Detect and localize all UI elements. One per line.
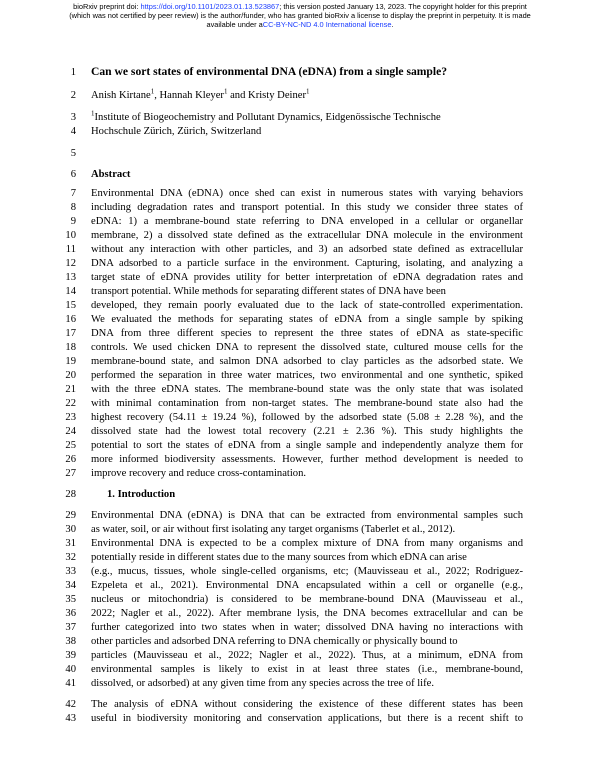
- introduction-heading: 1. Introduction: [107, 489, 176, 500]
- abstract-line: including degradation rates and transport potential. In this study we consider three states of: [91, 202, 523, 213]
- line-number: 27: [65, 468, 76, 479]
- intro-line: potentially reside in different states due to the many sources from which eDNA can arise: [91, 552, 467, 563]
- author-separator: and: [227, 90, 249, 101]
- line-number: 29: [65, 510, 76, 521]
- author-affiliation-mark: 1: [306, 87, 310, 96]
- abstract-line: target state of eDNA provides utility for better interpretation of eDNA degradation rates and: [91, 272, 523, 283]
- header-line-3: [0, 20, 600, 29]
- line-number: 25: [65, 440, 76, 451]
- line-number: 10: [65, 230, 76, 241]
- abstract-line: potential to sort the states of eDNA from a single sample and independently analyze them for: [91, 440, 523, 451]
- intro-line: Environmental DNA is expected to be a complex mixture of DNA from many organisms and: [91, 538, 523, 549]
- line-number: 9: [70, 216, 76, 227]
- line-number: 37: [65, 622, 76, 633]
- abstract-line: membrane, 2) a dissolved state defined as the extracellular DNA molecule in the environment: [91, 230, 523, 241]
- intro-line: 2022; Nagler et al., 2022). After membrane lysis, the DNA becomes extracellular and can be: [91, 608, 523, 619]
- line-number: 14: [65, 286, 76, 297]
- intro-line: dissolved, or adsorbed) at any given time from any species across the tree of life.: [91, 678, 435, 689]
- line-number: 30: [65, 524, 76, 535]
- paragraph-line: The analysis of eDNA without considering the existence of these different states has been: [91, 699, 523, 710]
- biorxiv-header: [0, 2, 600, 30]
- header-line-1: [0, 2, 600, 11]
- line-number: 21: [65, 384, 76, 395]
- line-number: 2: [70, 90, 76, 101]
- affiliation-line-1: [91, 111, 523, 125]
- line-number: 26: [65, 454, 76, 465]
- doi-link[interactable]: https://doi.org/10.1101/2023.01.13.523867: [140, 2, 280, 11]
- line-number: 12: [65, 258, 76, 269]
- line-number: 24: [65, 426, 76, 437]
- abstract-line: transport potential. While methods for separating different states of DNA have been: [91, 286, 446, 297]
- author-affiliation-mark: 1: [223, 87, 228, 96]
- line-number: 32: [65, 552, 76, 563]
- abstract-line: without any interaction with other particles, and 3) an adsorbed state defined as extracellular: [91, 244, 523, 255]
- line-number: 43: [65, 713, 76, 724]
- intro-line: Environmental DNA (eDNA) is DNA that can be extracted from environmental samples such: [91, 510, 523, 521]
- line-number: 28: [65, 489, 76, 500]
- line-number: 5: [70, 148, 76, 159]
- abstract-line: developed, they remain poorly evaluated due to the lack of state-controlled experimentation.: [91, 300, 523, 311]
- author-name: Kristy Deiner: [248, 90, 307, 101]
- header-suffix: ; this version posted January 13, 2023. The copyright holder for this preprint: [279, 2, 527, 11]
- abstract-line: membrane-bound state, and salmon DNA adsorbed to clay particles as the adsorbed state. We: [91, 356, 523, 367]
- intro-line: Ezpeleta et al., 2021). Environmental DNA encapsulated within a cell or organelle (e.g.,: [91, 580, 523, 591]
- line-number: 19: [65, 356, 76, 367]
- abstract-line: highest recovery (54.11 ± 19.24 %), followed by the adsorbed state (5.08 ± 2.28 %), and the: [91, 412, 523, 423]
- abstract-line: with minimal contamination from non-target states. The membrane-bound state also had the: [91, 398, 523, 409]
- intro-line: environmental samples is likely to exist in at least three states (i.e., membrane-bound,: [91, 664, 523, 675]
- affiliation-text: Institute of Biogeochemistry and Pollutant Dynamics, Eidgenössische Technische: [94, 112, 441, 123]
- line-number: 16: [65, 314, 76, 325]
- author-name: Anish Kirtane: [91, 90, 151, 101]
- paragraph-line: useful in biodiversity monitoring and conservation applications, but there is a recent shift to: [91, 713, 523, 724]
- line-number: 7: [70, 188, 76, 199]
- intro-line: nucleus or mitochondria) is considered to be membrane-bound DNA (Mauvisseau et al.,: [91, 594, 523, 605]
- author-affiliation-mark: 1: [150, 87, 155, 96]
- line-number: 20: [65, 370, 76, 381]
- author-list: [91, 89, 523, 103]
- line-number: 6: [70, 169, 76, 180]
- abstract-heading: Abstract: [91, 169, 131, 180]
- intro-line: (e.g., mucus, tissues, whole single-celled organisms, etc; (Mauvisseau et al., 2022; Rodriguez-: [91, 566, 523, 577]
- intro-line: other particles and adsorbed DNA referring to DNA chemically or physically bound to: [91, 636, 458, 647]
- header-prefix: bioRxiv preprint doi:: [73, 2, 141, 11]
- line-number: 17: [65, 328, 76, 339]
- intro-line: particles (Mauvisseau et al., 2022; Nagler et al., 2022). Thus, at a minimum, eDNA from: [91, 650, 523, 661]
- line-number: 3: [70, 112, 76, 123]
- line-number: 36: [65, 608, 76, 619]
- abstract-line: controls. We used chicken DNA to represent the dissolved state, cultured mouse cells for the: [91, 342, 523, 353]
- line-number: 11: [65, 244, 76, 255]
- line-number: 35: [65, 594, 76, 605]
- intro-line: further categorized into two states when in water; dissolved DNA having no interactions with: [91, 622, 523, 633]
- author-name: Hannah Kleyer: [159, 90, 224, 101]
- affiliation-line-2: Hochschule Zürich, Zürich, Switzerland: [91, 126, 262, 137]
- line-number: 23: [65, 412, 76, 423]
- affiliation-mark: 1: [91, 109, 95, 118]
- abstract-line: dissolved state had the lowest total recovery (2.21 ± 2.36 %). This study highlights the: [91, 426, 523, 437]
- author-separator: ,: [154, 90, 160, 101]
- abstract-line: DNA from three different species to represent the three states of eDNA as state-specific: [91, 328, 523, 339]
- abstract-line: Environmental DNA (eDNA) once shed can exist in numerous states with varying behaviors: [91, 188, 523, 199]
- line-number: 15: [65, 300, 76, 311]
- abstract-line: DNA adsorbed to a particle surface in the environment. Capturing, isolating, and analyzing a: [91, 258, 523, 269]
- intro-line: as water, soil, or air without first isolating any target organisms (Taberlet et al., 2012).: [91, 524, 456, 535]
- line-number: 31: [65, 538, 76, 549]
- header-line-2: (which was not certified by peer review) is the author/funder, who has granted bioRxiv a license to display the preprint in perpetuity. It is made: [69, 11, 531, 21]
- line-number: 13: [65, 272, 76, 283]
- line-number: 33: [65, 566, 76, 577]
- line-number: 1: [70, 67, 76, 78]
- line-number: 18: [65, 342, 76, 353]
- line-number: 4: [70, 126, 76, 137]
- license-link[interactable]: CC-BY-NC-ND 4.0 International license: [262, 20, 392, 30]
- line-number: 40: [65, 664, 76, 675]
- license-suffix: .: [391, 20, 394, 30]
- abstract-line: more informed biodiversity assessments. However, further method development is needed to: [91, 454, 523, 465]
- line-number: 42: [65, 699, 76, 710]
- license-prefix: available under a: [206, 20, 263, 30]
- line-number: 41: [65, 678, 76, 689]
- line-number: 38: [65, 636, 76, 647]
- line-number: 22: [65, 398, 76, 409]
- abstract-line: performed the separation in three water matrices, two environmental and one synthetic, spiked: [91, 370, 523, 381]
- abstract-line: improve recovery and reduce cross-contamination.: [91, 468, 307, 479]
- line-number: 39: [65, 650, 76, 661]
- abstract-line: eDNA: 1) a membrane-bound state referring to DNA enveloped in a cellular or organellar: [91, 216, 523, 227]
- abstract-line: with the three eDNA states. The membrane-bound state was the only state that was isolated: [91, 384, 523, 395]
- paper-title: Can we sort states of environmental DNA (eDNA) from a single sample?: [91, 65, 448, 78]
- line-number: 8: [70, 202, 76, 213]
- line-number: 34: [65, 580, 76, 591]
- abstract-line: We evaluated the methods for separating states of eDNA from a single sample by spiking: [91, 314, 523, 325]
